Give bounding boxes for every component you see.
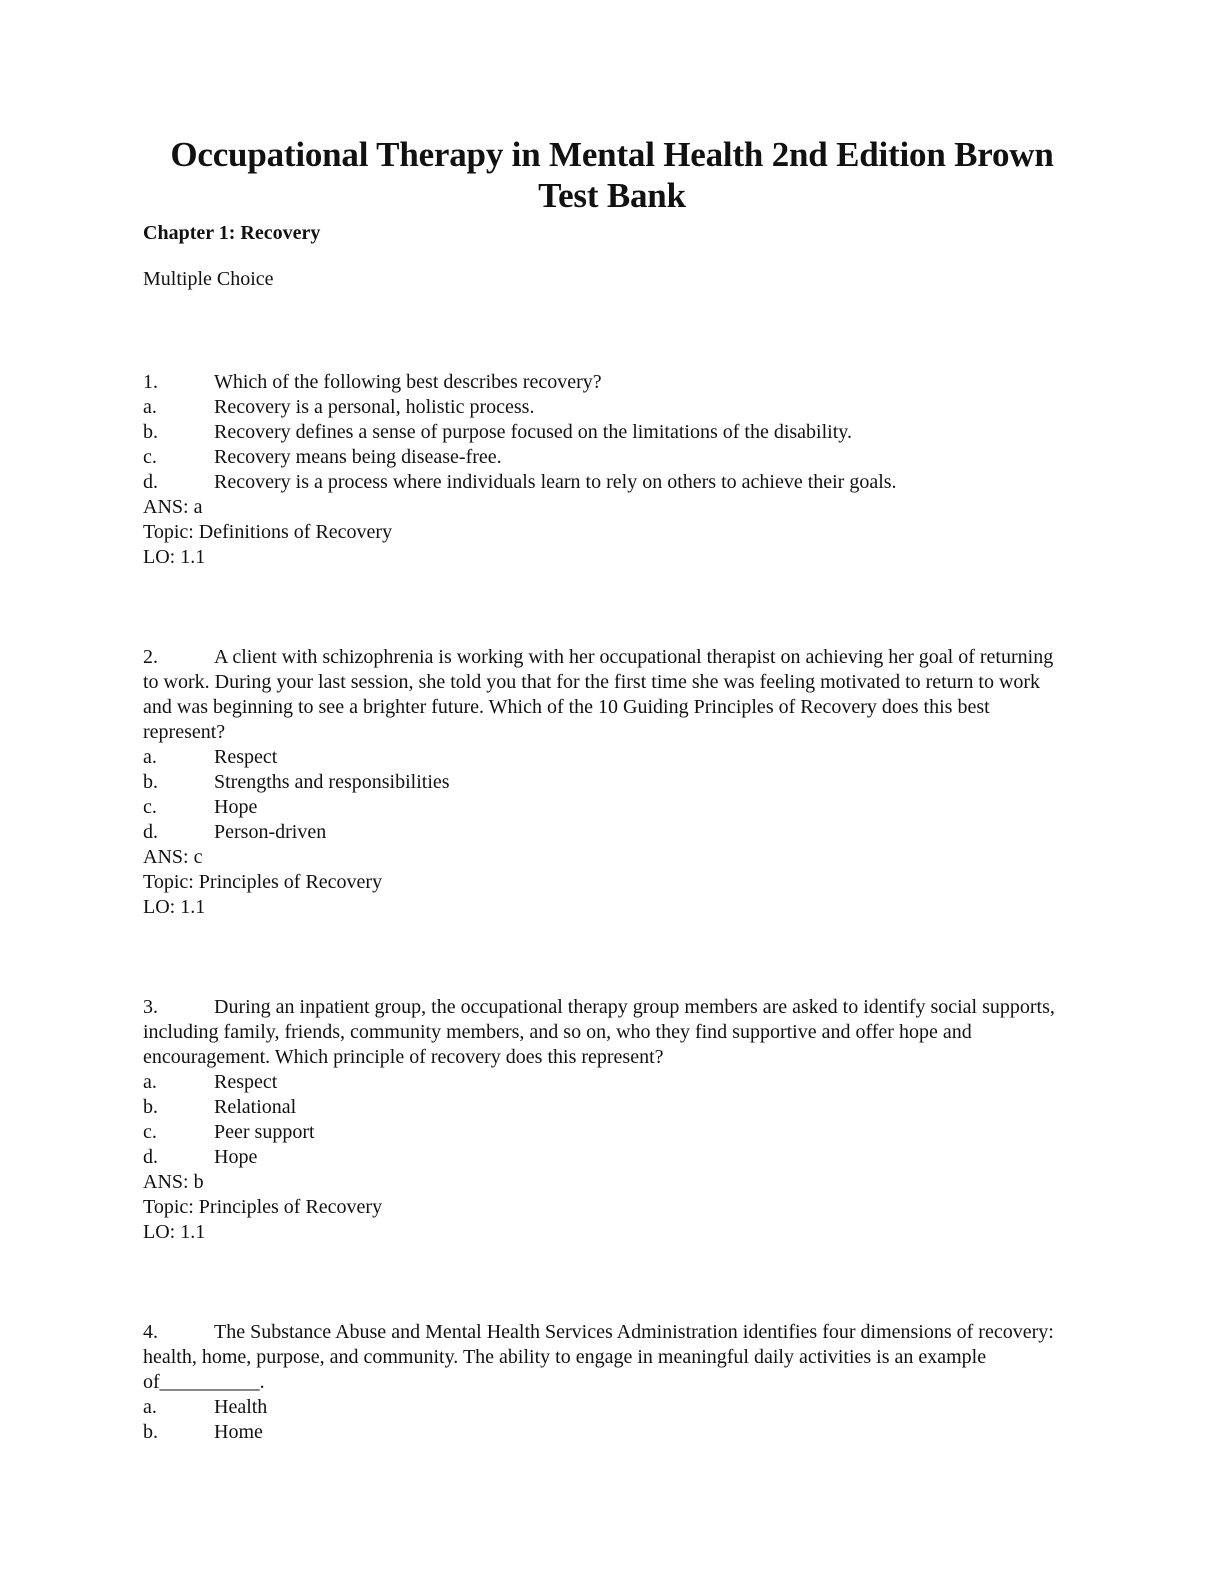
option-letter: d. [143, 821, 158, 843]
option-letter: b. [143, 771, 158, 793]
question-number: 1. [143, 371, 158, 393]
option-letter: c. [143, 446, 157, 468]
question-number: 3. [143, 996, 158, 1018]
option-text: Respect [214, 1071, 278, 1093]
option-text: Hope [214, 796, 258, 818]
question-stem [143, 645, 1063, 745]
option [143, 1095, 1063, 1120]
option-letter: b. [143, 1421, 158, 1443]
option [143, 1070, 1063, 1095]
option-text: Relational [214, 1096, 297, 1118]
question-stem [143, 1320, 1063, 1395]
document-title [0, 134, 1224, 216]
option-letter: a. [143, 1071, 157, 1093]
option [143, 470, 1063, 495]
option-text: Hope [214, 1146, 258, 1168]
option [143, 1145, 1063, 1170]
option [143, 395, 1063, 420]
option-letter: b. [143, 1096, 158, 1118]
answer-key: ANS: a [143, 496, 203, 518]
option-text: Strengths and responsibilities [214, 771, 450, 793]
option [143, 770, 1063, 795]
option-text: Peer support [214, 1121, 315, 1143]
option-letter: c. [143, 1121, 157, 1143]
question-2 [143, 645, 1063, 920]
learning-objective: LO: 1.1 [143, 1221, 206, 1243]
option-text: Recovery defines a sense of purpose focused on the limitations of the disability. [214, 421, 852, 443]
option-letter: a. [143, 396, 157, 418]
option-text: Person-driven [214, 821, 327, 843]
option-text: Respect [214, 746, 278, 768]
option [143, 420, 1063, 445]
option [143, 1395, 1063, 1420]
option [143, 795, 1063, 820]
option [143, 1420, 1063, 1445]
learning-objective: LO: 1.1 [143, 546, 206, 568]
answer-key: ANS: c [143, 846, 203, 868]
question-1 [143, 370, 1063, 570]
question-4 [143, 1320, 1063, 1445]
chapter-heading: Chapter 1: Recovery [143, 222, 321, 244]
option-text: Home [214, 1421, 263, 1443]
option-letter: a. [143, 746, 157, 768]
option-text: Health [214, 1396, 268, 1418]
title-line-1: Occupational Therapy in Mental Health 2nd Edition Brown [170, 135, 1054, 174]
question-stem [143, 370, 1063, 395]
question-number: 2. [143, 646, 158, 668]
question-text: The Substance Abuse and Mental Health Services Administration identifies four dimensions of recovery: health, home, purpose, and community. The ability to engage in meaningful daily activities is an example of__________. [143, 1321, 1054, 1393]
question-text: During an inpatient group, the occupational therapy group members are asked to identify social supports, including family, friends, community members, and so on, who they find supportive and offer hope and encouragement. Which principle of recovery does this represent? [143, 996, 1055, 1068]
learning-objective: LO: 1.1 [143, 896, 206, 918]
option-letter: a. [143, 1396, 157, 1418]
option-letter: b. [143, 421, 158, 443]
option-text: Recovery means being disease-free. [214, 446, 502, 468]
option [143, 820, 1063, 845]
option-text: Recovery is a personal, holistic process. [214, 396, 535, 418]
title-line-2: Test Bank [538, 176, 686, 215]
question-stem [143, 995, 1063, 1070]
option-letter: d. [143, 1146, 158, 1168]
question-number: 4. [143, 1321, 158, 1343]
option-text: Recovery is a process where individuals learn to rely on others to achieve their goals. [214, 471, 897, 493]
option [143, 445, 1063, 470]
question-text: Which of the following best describes recovery? [214, 371, 602, 393]
option-letter: c. [143, 796, 157, 818]
question-text: A client with schizophrenia is working with her occupational therapist on achieving her goal of returning to work. During your last session, she told you that for the first time she was feeling motivated to return to work and was beginning to see a brighter future. Which of the 10 Guiding Principles of Recovery does this best represent? [143, 646, 1054, 743]
option-letter: d. [143, 471, 158, 493]
section-label: Multiple Choice [143, 268, 274, 290]
option [143, 1120, 1063, 1145]
topic-label: Topic: Definitions of Recovery [143, 521, 393, 543]
question-3 [143, 995, 1063, 1245]
topic-label: Topic: Principles of Recovery [143, 871, 383, 893]
option [143, 745, 1063, 770]
answer-key: ANS: b [143, 1171, 204, 1193]
topic-label: Topic: Principles of Recovery [143, 1196, 383, 1218]
